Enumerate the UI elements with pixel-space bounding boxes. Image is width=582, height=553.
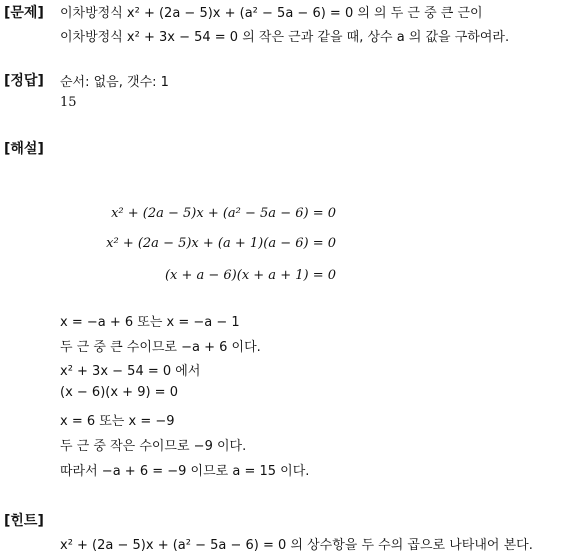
solution-equation: x² + (2a − 5)x + (a + 1)(a − 6) = 0: [106, 236, 336, 251]
solution-step: 두 근 중 작은 수이므로 −9 이다.: [60, 439, 247, 454]
solution-equation: (x + a − 6)(x + a + 1) = 0: [164, 268, 336, 283]
answer-value: 15: [60, 95, 77, 110]
solution-equation: x² + (2a − 5)x + (a² − 5a − 6) = 0: [111, 206, 336, 221]
solution-step: (x − 6)(x + 9) = 0: [60, 385, 178, 400]
answer-meta: 순서: 없음, 갯수: 1: [60, 75, 169, 90]
answer-label: [정답]: [4, 73, 44, 89]
hint-label: [힌트]: [4, 513, 44, 529]
solution-step: x² + 3x − 54 = 0 에서: [60, 364, 201, 379]
problem-label: [문제]: [4, 5, 44, 21]
solution-step: x = −a + 6 또는 x = −a − 1: [60, 315, 240, 330]
hint-text: x² + (2a − 5)x + (a² − 5a − 6) = 0 의 상수항을 두 수의 곱으로 나타내어 본다.: [60, 538, 533, 553]
solution-step: 두 근 중 큰 수이므로 −a + 6 이다.: [60, 340, 261, 355]
problem-line-1: 이차방정식 x² + (2a − 5)x + (a² − 5a − 6) = 0 의 의 두 근 중 큰 근이: [60, 6, 483, 21]
solution-step: 따라서 −a + 6 = −9 이므로 a = 15 이다.: [60, 464, 310, 479]
problem-line-2: 이차방정식 x² + 3x − 54 = 0 의 작은 근과 같을 때, 상수 a 의 값을 구하여라.: [60, 30, 510, 45]
solution-label: [해설]: [4, 141, 44, 157]
solution-step: x = 6 또는 x = −9: [60, 414, 175, 429]
